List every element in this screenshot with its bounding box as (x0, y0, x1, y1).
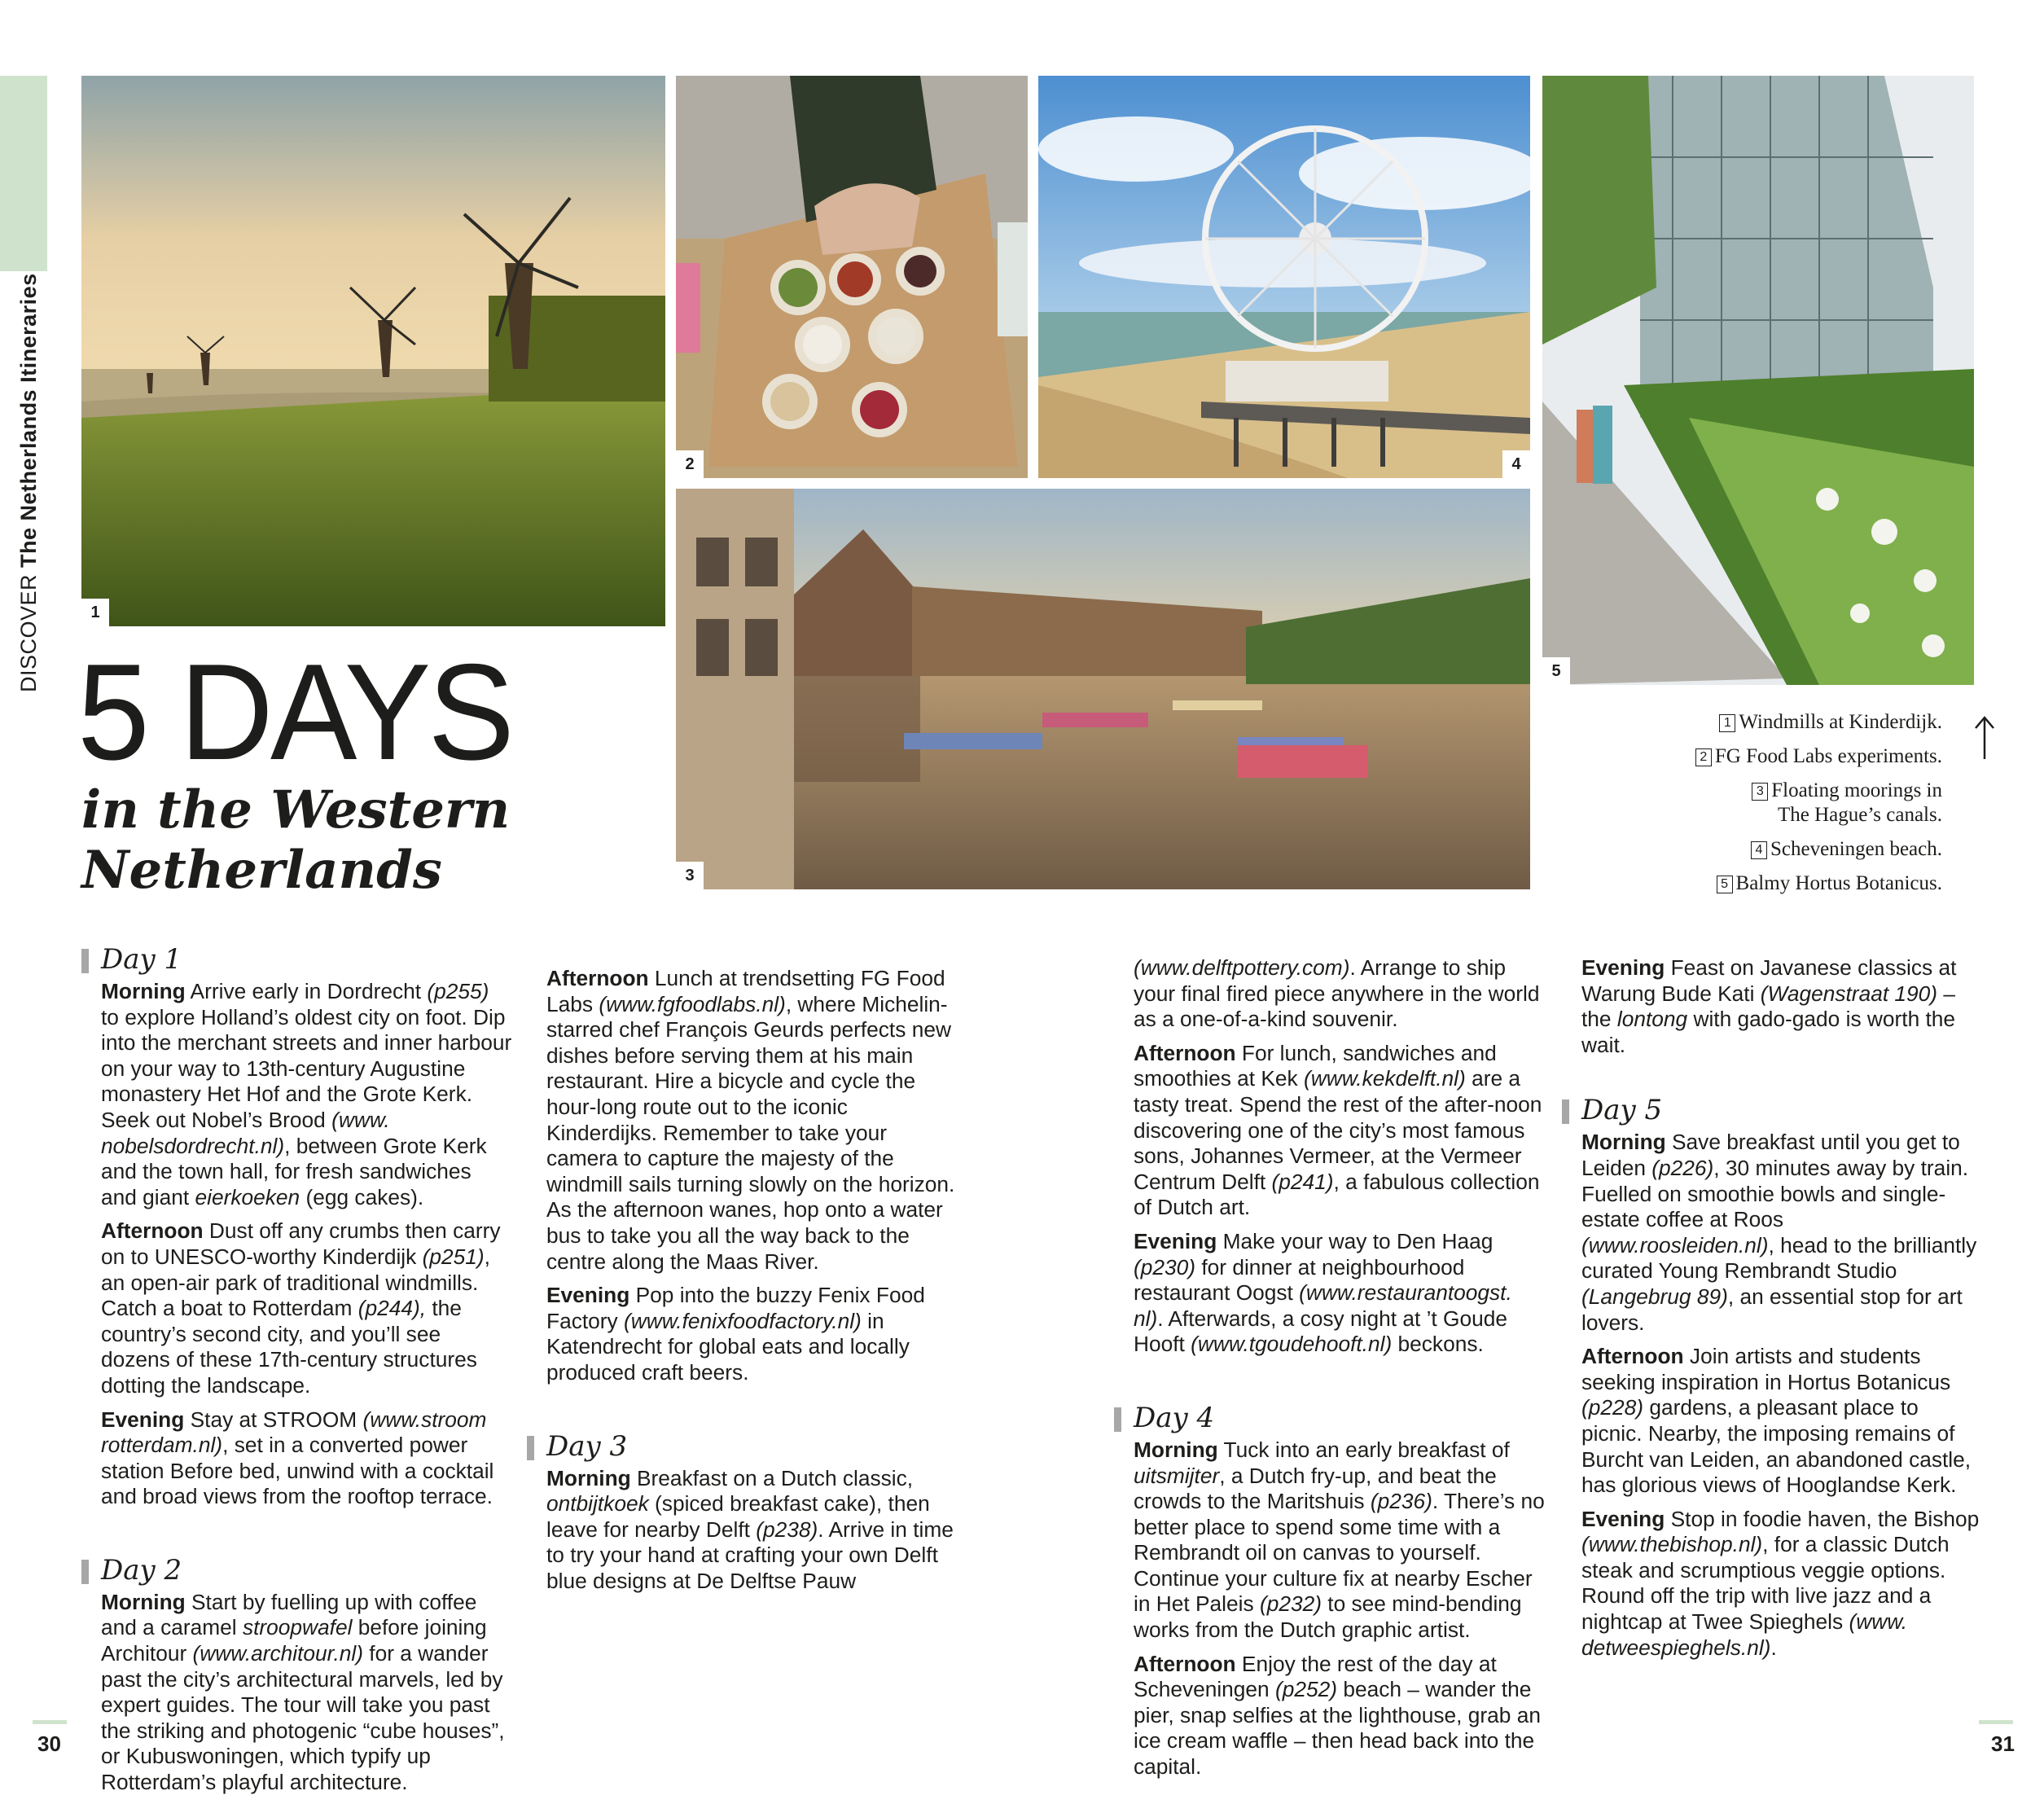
body-text: . There’s no better place to spend some time with a Rembrandt oil on canvas to yourself. Continue your culture fix at nearby Escher in Het Paleis (1134, 1489, 1545, 1617)
caption-text: Floating moorings in The Hague’s canals. (1771, 779, 1942, 826)
term: stroopwafel (242, 1615, 353, 1640)
body-text: beach – wander the pier, snap selfies at the lighthouse, grab an ice cream waffle – then head back into the capital. (1134, 1677, 1541, 1780)
page-ref: (p230) (1134, 1254, 1196, 1279)
body-text: with gado-gado is worth the wait. (1581, 1007, 1956, 1057)
page-ref: (p244), (357, 1296, 427, 1321)
body-text: Pop into the buzzy Fenix Food Factory (546, 1283, 925, 1333)
photo-number-5: 5 (1542, 657, 1570, 685)
body-text: For lunch, sandwiches and smoothies at Kek (1134, 1040, 1497, 1091)
term: ontbijtkoek (546, 1491, 649, 1517)
column-1 (101, 943, 512, 1804)
caption-5 (1616, 871, 1942, 896)
caption-text: FG Food Labs experiments. (1714, 745, 1942, 767)
column-2 (546, 966, 958, 1715)
body-text: Breakfast on a Dutch classic, (630, 1465, 914, 1490)
body-text: – the (1581, 981, 1955, 1032)
page-ref: (p251) (422, 1244, 485, 1269)
feature-subtitle: in the Western Netherlands (81, 779, 511, 901)
body-text: to explore Holland’s oldest city on foot. Dip into the merchant streets and inner harbour on your way to 13th-century Augustine monastery Het Hof and the Grote Kerk. Seek out Nobel’s Brood (101, 1004, 512, 1132)
web-ref: (www.stroom rotterdam.nl) (101, 1407, 487, 1458)
body-text: for a wander past the city’s architectural marvels, led by expert guides. The tour will take you past the striking and photogenic “cube houses”, or Kubuswoningen, which typify up Rotterdam’s playful architecture. (101, 1641, 505, 1795)
day-3-afternoon (1134, 1041, 1545, 1221)
photo-canal-moorings (676, 489, 1530, 889)
body-text: , an open-air park of traditional windmills. Catch a boat to Rotterdam (101, 1244, 490, 1321)
body-text: . Arrange to ship your final fired piece anywhere in the world as a one-of-a-kind souvenir. (1134, 955, 1540, 1032)
body-text: , where Michelin-starred chef François Geurds perfects new dishes before serving them at his main restaurant. Hire a bicycle and cycle the hour-long route out to the iconic Kinderdijks. Remember to take your camera to capture the majesty of the windmill sails turning slowly on the horizon. As the afternoon wanes, hop onto a water bus to take you all the way back to the centre along the Maas River. (546, 991, 955, 1274)
web-ref: (www. nobelsdordrecht.nl) (101, 1107, 390, 1158)
caption-4 (1616, 837, 1942, 862)
web-ref: (www.kekdelft.nl) (1304, 1066, 1466, 1091)
column-4 (1581, 955, 1980, 1669)
body-text: for dinner at neighbourhood restaurant Oogst (1134, 1254, 1465, 1306)
day-4-evening (1581, 955, 1980, 1058)
photo-windmills (81, 76, 665, 626)
body-text: Arrive early in Dordrecht (185, 979, 428, 1003)
day-1-morning (101, 979, 512, 1210)
photo-food (676, 76, 1028, 478)
body-text: , head to the brilliantly curated Young Rembrandt Studio (1581, 1232, 1977, 1284)
time-label: Afternoon (1581, 1344, 1684, 1369)
body-text: Enjoy the rest of the day at Scheveningen (1134, 1651, 1497, 1702)
day-2-evening (546, 1283, 958, 1385)
time-label: Evening (1134, 1228, 1217, 1253)
time-label: Afternoon (1134, 1040, 1236, 1065)
body-text: , for a classic Dutch steak and scrumptious veggie options. Round off the trip with live jazz and a nightcap at Twee Spieghels (1581, 1532, 1950, 1635)
body-text: Start by fuelling up with coffee and a caramel (101, 1589, 477, 1640)
day-4-heading: Day 4 (1114, 1402, 1545, 1434)
time-label: Morning (101, 1589, 186, 1614)
day-1-heading: Day 1 (81, 943, 512, 976)
address: (Langebrug 89) (1581, 1284, 1728, 1309)
caption-number: 1 (1719, 714, 1735, 732)
day-3-morning (546, 1466, 958, 1595)
photo-ferris-wheel (1038, 76, 1530, 478)
page-ref: (p236) (1370, 1489, 1432, 1514)
caption-1 (1616, 710, 1942, 735)
page-ref: (p226) (1651, 1155, 1714, 1180)
web-ref: (www.thebishop.nl) (1581, 1532, 1763, 1557)
body-text: , set in a converted power station Before bed, unwind with a cocktail and broad views from the rooftop terrace. (101, 1433, 494, 1509)
body-text: beckons. (1392, 1332, 1484, 1357)
caption-number: 2 (1695, 748, 1712, 766)
day-1-afternoon (101, 1218, 512, 1398)
day-3-morning-cont (1134, 955, 1545, 1033)
body-text: the country’s second city, and you’ll see dozens of these 17th-century structures dotting the landscape. (101, 1296, 477, 1398)
day-5-heading: Day 5 (1562, 1094, 1980, 1126)
web-ref: (www.restaurantoogst. nl) (1134, 1280, 1512, 1331)
day-5-afternoon (1581, 1344, 1980, 1499)
caption-text: Windmills at Kinderdijk. (1739, 711, 1942, 733)
caption-number: 3 (1752, 783, 1768, 801)
page-ref: (p241) (1271, 1169, 1334, 1194)
body-text: (spiced breakfast cake), then leave for nearby Delft (546, 1491, 930, 1542)
photo-glasshouse (1542, 76, 1974, 685)
term: lontong (1616, 1007, 1688, 1032)
body-text: Stop in foodie haven, the Bishop (1665, 1506, 1980, 1531)
chapter-running-head (16, 273, 42, 692)
caption-2 (1616, 744, 1942, 769)
body-text: , an essential stop for art lovers. (1581, 1284, 1963, 1335)
photo-number-2: 2 (676, 450, 704, 478)
body-text: Make your way to Den Haag (1217, 1228, 1494, 1253)
web-ref: (www.roosleiden.nl) (1581, 1232, 1769, 1258)
time-label: Evening (546, 1283, 630, 1308)
page-number-left: 30 (37, 1732, 61, 1756)
day-2-afternoon (546, 966, 958, 1275)
body-text: , 30 minutes away by train. Fuelled on smoothie bowls and single-estate coffee at Roos (1581, 1155, 1969, 1232)
day-1-evening (101, 1407, 512, 1510)
page-ref: (p232) (1259, 1591, 1322, 1617)
photo-number-3: 3 (676, 862, 704, 889)
web-ref: (www.fenixfoodfactory.nl) (623, 1308, 862, 1333)
web-ref: (www.fgfoodlabs.nl) (599, 991, 786, 1016)
body-text: Tuck into an early breakfast of (1217, 1437, 1510, 1462)
caption-text: Scheveningen beach. (1770, 838, 1942, 860)
body-text: Dust off any crumbs then carry on to UNESCO-worthy Kinderdijk (101, 1218, 501, 1269)
web-ref: (www.tgoudehooft.nl) (1191, 1332, 1393, 1357)
body-text: in Katendrecht for global eats and locally produced craft beers. (546, 1308, 910, 1385)
day-2-morning (101, 1590, 512, 1796)
day-5-morning (1581, 1130, 1980, 1336)
time-label: Morning (546, 1465, 631, 1490)
day-2-heading: Day 2 (81, 1554, 512, 1587)
day-3-heading: Day 3 (527, 1430, 958, 1463)
address: (Wagenstraat 190) (1760, 981, 1938, 1006)
column-3 (1134, 955, 1545, 1789)
day-3-evening (1134, 1229, 1545, 1358)
term: eierkoeken (195, 1184, 300, 1209)
caption-3 (1616, 779, 1942, 827)
term: uitsmijter (1134, 1463, 1220, 1488)
photo-number-4: 4 (1502, 450, 1530, 478)
time-label: Evening (1581, 955, 1665, 980)
body-text: before joining Architour (101, 1615, 487, 1666)
body-text: , a fabulous collection of Dutch art. (1134, 1169, 1540, 1220)
body-text: Feast on Javanese classics at Warung Bude Kati (1581, 955, 1957, 1006)
body-text: . Afterwards, a cosy night at ’t Goude Hooft (1134, 1306, 1507, 1357)
time-label: Evening (1581, 1506, 1665, 1531)
time-label: Morning (1581, 1130, 1666, 1155)
day-5-evening (1581, 1507, 1980, 1661)
chapter-color-tab (0, 76, 47, 271)
web-ref: (www.architour.nl) (192, 1641, 363, 1666)
time-label: Morning (101, 979, 186, 1003)
body-text: (egg cakes). (300, 1184, 424, 1209)
body-text: . Arrive in time to try your hand at crafting your own Delft blue designs at De Delftse Pauw (546, 1517, 954, 1593)
time-label: Evening (101, 1407, 185, 1432)
page-ref: (p255) (427, 979, 489, 1003)
time-label: Afternoon (1134, 1651, 1236, 1676)
body-text: Save breakfast until you get to Leiden (1581, 1130, 1960, 1180)
time-label: Afternoon (101, 1218, 204, 1244)
page-ref: (p252) (1275, 1677, 1338, 1702)
photo-captions (1616, 710, 1942, 906)
day-4-afternoon (1134, 1652, 1545, 1780)
time-label: Afternoon (546, 966, 649, 990)
feature-title: 5 DAYS (77, 635, 512, 788)
arrow-up-icon (1972, 715, 1997, 761)
caption-number: 4 (1751, 841, 1767, 859)
body-text: , a Dutch fry-up, and beat the crowds to the Maritshuis (1134, 1463, 1497, 1514)
page-ref: (p228) (1581, 1395, 1644, 1420)
body-text: are a tasty treat. Spend the rest of the after-noon discovering one of the city’s most famous sons, Johannes Vermeer, at the Vermeer Centrum Delft (1134, 1066, 1542, 1194)
chapter-label: The Netherlands Itineraries (16, 273, 41, 568)
day-4-morning (1134, 1437, 1545, 1644)
photo-number-1: 1 (81, 599, 109, 626)
body-text: Stay at STROOM (184, 1407, 363, 1432)
web-ref: (www. detweespieghels.nl) (1581, 1609, 1908, 1660)
time-label: Morning (1134, 1437, 1218, 1462)
folio-accent-right (1979, 1720, 2013, 1724)
body-text: , between Grote Kerk and the town hall, for fresh sandwiches and giant (101, 1133, 487, 1209)
folio-accent-left (33, 1720, 67, 1724)
body-text: . (1770, 1635, 1777, 1660)
body-text: to see mind-bending works from the Dutch graphic artist. (1134, 1591, 1522, 1643)
page-number-right: 31 (1991, 1732, 2015, 1756)
body-text: Join artists and students seeking inspiration in Hortus Botanicus (1581, 1344, 1951, 1394)
caption-number: 5 (1717, 876, 1733, 893)
caption-text: Balmy Hortus Botanicus. (1735, 872, 1942, 894)
body-text: gardens, a pleasant place to picnic. Nearby, the imposing remains of Burcht van Leiden, an abandoned castle, has glorious views of Hooglandse Kerk. (1581, 1395, 1972, 1498)
page-ref: (p238) (756, 1517, 818, 1542)
body-text: Lunch at trendsetting FG Food Labs (546, 966, 945, 1016)
section-label: DISCOVER (16, 573, 41, 692)
web-ref: (www.delftpottery.com) (1134, 955, 1350, 980)
